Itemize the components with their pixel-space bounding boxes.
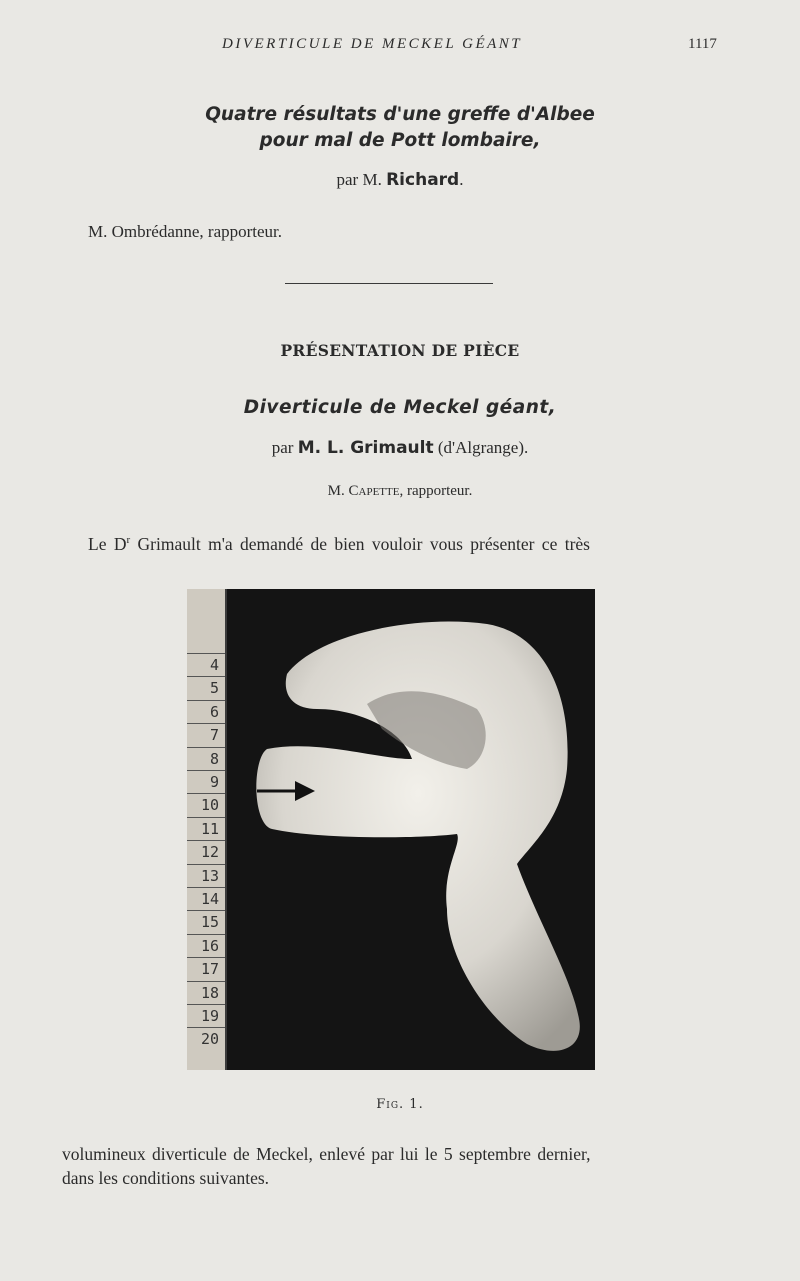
ruler-number: 9	[209, 773, 219, 791]
ruler-tick	[187, 981, 225, 1004]
article1-title-line2: pour mal de Pott lombaire,	[259, 130, 541, 151]
ruler-number: 18	[200, 983, 219, 1002]
paragraph-continued-line2: dans les conditions suivantes.	[62, 1168, 270, 1188]
ruler-tick	[187, 864, 225, 887]
paragraph-intro-rest: Grimault m'a demandé de bien vouloir vous présenter ce très	[130, 534, 590, 554]
ruler-number: 19	[200, 1007, 219, 1025]
ruler-number: 6	[209, 702, 219, 721]
article2-rapporteur-suffix: , rapporteur.	[399, 483, 473, 499]
running-head: DIVERTICULE DE MECKEL GÉANT	[222, 36, 523, 52]
section-heading: PRÉSENTATION DE PIÈCE	[280, 341, 520, 360]
ruler-number: 17	[200, 960, 219, 979]
specimen-illustration	[187, 589, 595, 1070]
ruler-tick	[187, 747, 225, 770]
figure-photograph	[187, 589, 595, 1070]
ruler-number: 13	[200, 866, 219, 885]
page-number: 1117	[688, 36, 717, 52]
article2-rapporteur	[0, 483, 800, 500]
paragraph-continued-line1: volumineux diverticule de Meckel, enlevé par lui le 5 septembre dernier,	[62, 1144, 591, 1164]
article2-author: M. L. Grimault	[297, 438, 434, 458]
diverticulum-specimen	[256, 621, 580, 1050]
ruler-tick	[187, 957, 225, 980]
ruler-tick	[187, 700, 225, 723]
ruler-number: 12	[200, 843, 219, 862]
ruler-tick	[187, 934, 225, 957]
ruler-number: 4	[209, 656, 219, 674]
article2-rapporteur-name: Capette	[348, 483, 400, 499]
figure-caption: Fig. 1.	[376, 1097, 424, 1112]
ruler-number: 16	[200, 936, 219, 955]
ruler-number: 7	[209, 726, 219, 745]
ruler-number: 8	[209, 749, 219, 768]
ruler-tick	[187, 817, 225, 840]
article2-byline	[0, 438, 800, 458]
ruler-tick	[187, 910, 225, 933]
paragraph-intro-start: Le D	[88, 534, 127, 554]
ruler-tick	[187, 887, 225, 910]
article1-author: Richard	[386, 170, 460, 190]
ruler-tick	[187, 676, 225, 699]
paragraph-intro	[88, 534, 590, 555]
article2-rapporteur-prefix: M.	[327, 483, 345, 499]
superscript-r: r	[126, 534, 131, 547]
article2-by-prefix: par	[271, 438, 294, 457]
ruler-number: 10	[200, 796, 219, 815]
article1-title-line1: Quatre résultats d'une greffe d'Albee	[205, 104, 595, 125]
ruler-tick	[187, 1004, 225, 1027]
ruler-number: 11	[200, 819, 219, 838]
ruler-tick	[187, 1027, 225, 1050]
ruler-number: 14	[200, 890, 219, 908]
ruler-number: 5	[209, 679, 219, 698]
section-divider	[285, 283, 493, 284]
ruler-number: 20	[200, 1030, 219, 1049]
ruler-number: 15	[200, 913, 219, 932]
article2-title: Diverticule de Meckel géant,	[243, 397, 557, 418]
ruler-tick	[187, 770, 225, 793]
article1-by-prefix: par M.	[336, 170, 382, 189]
article1-byline: par M. Richard.	[336, 170, 464, 190]
ruler-tick	[187, 723, 225, 746]
article1-rapporteur: M. Ombrédanne, rapporteur.	[88, 222, 283, 241]
ruler-tick	[187, 653, 225, 676]
article2-affiliation: (d'Algrange).	[437, 438, 529, 457]
ruler-tick	[187, 793, 225, 816]
ruler-tick	[187, 840, 225, 863]
